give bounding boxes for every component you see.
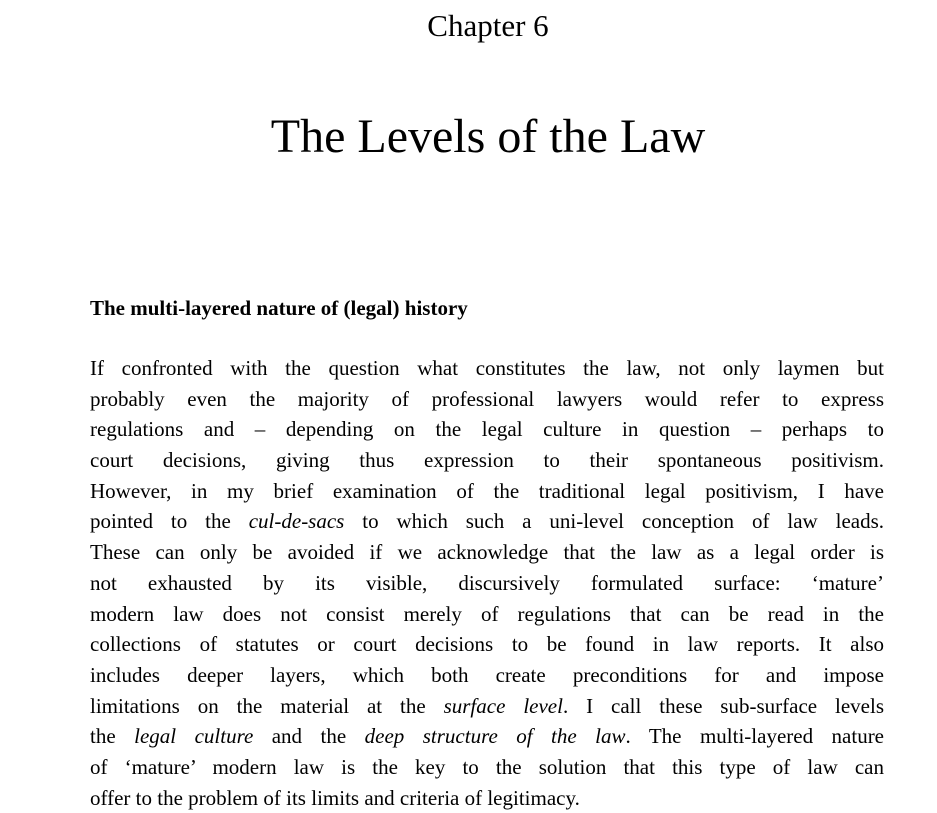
line-text: . The multi-layered nature bbox=[625, 724, 885, 749]
line-text: These can only be avoided if we acknowledge that the law as a legal order is bbox=[90, 540, 884, 565]
paragraph-line bbox=[90, 599, 884, 630]
line-text: of ‘mature’ modern law is the key to the solution that this type of law can bbox=[90, 754, 884, 779]
paragraph-line bbox=[90, 721, 884, 752]
body-paragraph bbox=[90, 353, 884, 813]
line-text: and the bbox=[253, 724, 365, 749]
italic-term: cul-de-sacs bbox=[248, 509, 345, 534]
line-text: However, in my brief examination of the traditional legal positivism, I have bbox=[90, 478, 884, 503]
paragraph-line bbox=[90, 783, 884, 813]
paragraph-line bbox=[90, 568, 884, 599]
line-text: collections of statutes or court decisions to be found in law reports. It also bbox=[90, 632, 884, 657]
line-text: not exhausted by its visible, discursively formulated surface: ‘mature’ bbox=[90, 570, 884, 595]
section-heading: The multi-layered nature of (legal) history bbox=[90, 296, 468, 320]
line-text: probably even the majority of professional lawyers would refer to express bbox=[90, 386, 884, 411]
paragraph-line bbox=[90, 353, 884, 384]
line-text: to which such a uni-level conception of law leads. bbox=[344, 509, 885, 534]
line-text: regulations and – depending on the legal culture in question – perhaps to bbox=[90, 417, 884, 442]
paragraph-line bbox=[90, 506, 884, 537]
chapter-title: The Levels of the Law bbox=[270, 110, 706, 163]
line-text: offer to the problem of its limits and criteria of legitimacy. bbox=[90, 785, 580, 810]
line-text: . I call these sub-surface levels bbox=[562, 693, 884, 718]
paragraph-line bbox=[90, 629, 884, 660]
paragraph-line bbox=[90, 660, 884, 691]
line-text: court decisions, giving thus expression to their spontaneous positivism. bbox=[90, 448, 884, 473]
italic-term: legal culture bbox=[134, 724, 254, 749]
line-text: limitations on the material at the bbox=[90, 693, 444, 718]
line-text: pointed to the bbox=[90, 509, 249, 534]
paragraph-line bbox=[90, 537, 884, 568]
paragraph-line bbox=[90, 445, 884, 476]
paragraph-line bbox=[90, 384, 884, 415]
paragraph-line bbox=[90, 691, 884, 722]
italic-term: deep structure of the law bbox=[364, 724, 626, 749]
line-text: modern law does not consist merely of regulations that can be read in the bbox=[90, 601, 884, 626]
line-text: the bbox=[90, 724, 135, 749]
chapter-label: Chapter 6 bbox=[427, 8, 549, 43]
paragraph-line bbox=[90, 476, 884, 507]
paragraph-line bbox=[90, 414, 884, 445]
paragraph-line bbox=[90, 752, 884, 783]
line-text: includes deeper layers, which both create preconditions for and impose bbox=[90, 662, 884, 687]
italic-term: surface level bbox=[443, 693, 563, 718]
line-text: If confronted with the question what constitutes the law, not only laymen but bbox=[90, 356, 884, 380]
